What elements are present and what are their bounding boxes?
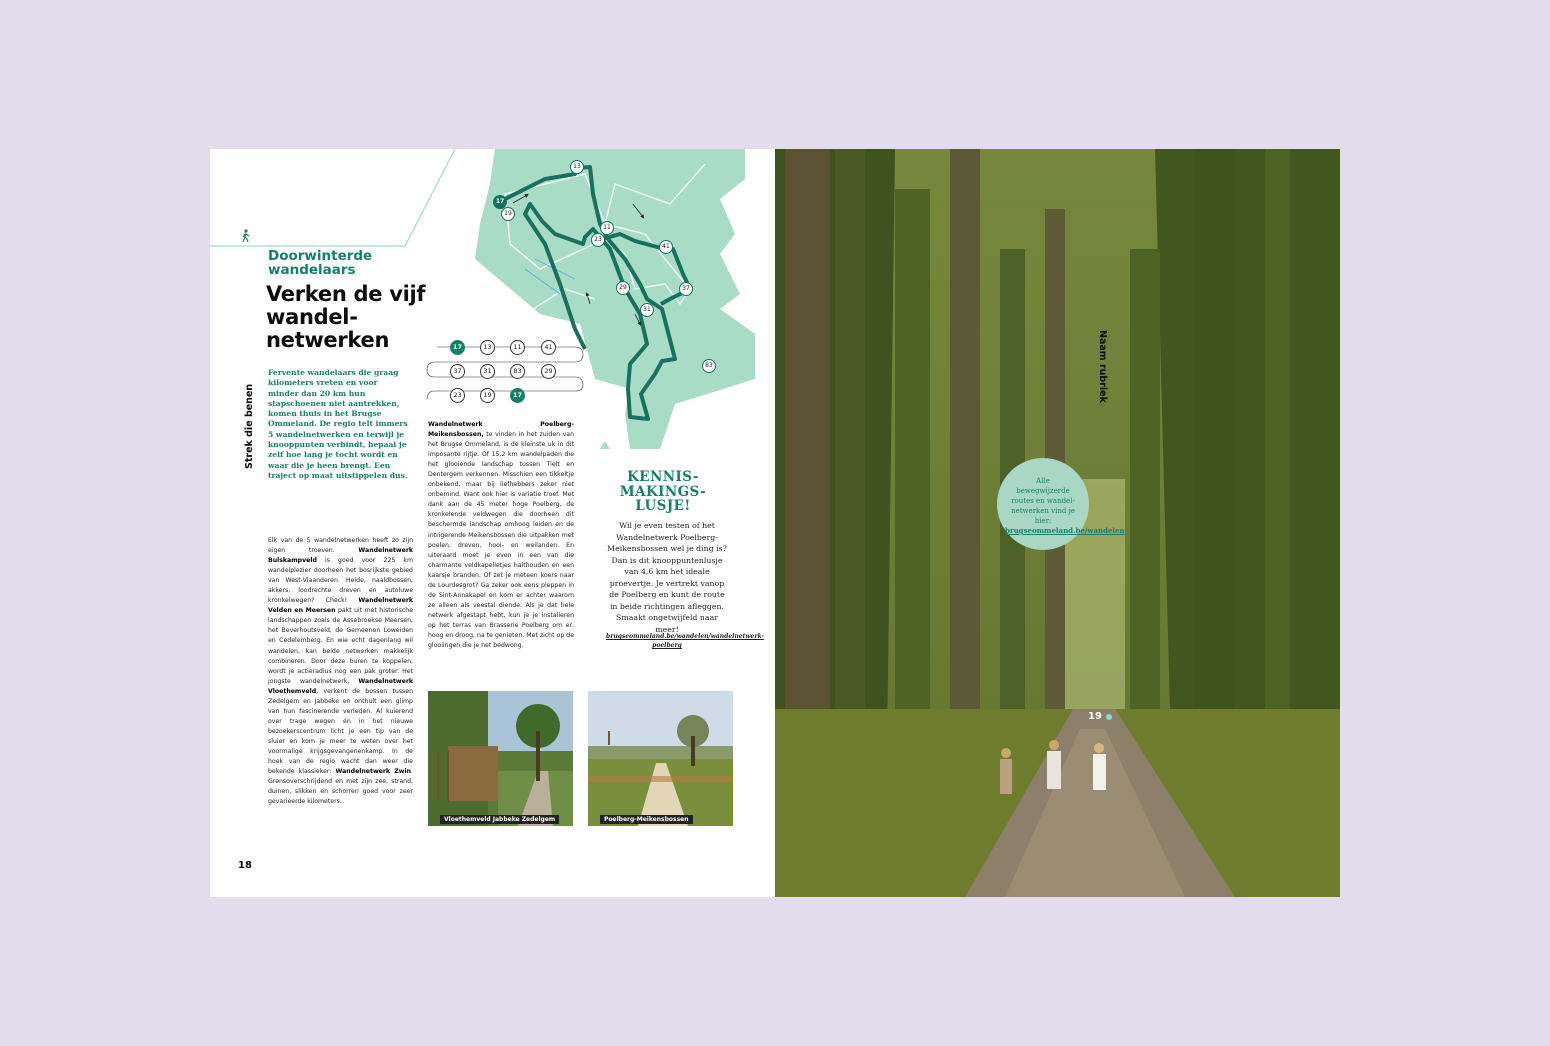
chain-node: 19 (480, 388, 495, 403)
map-node: 83 (702, 359, 716, 373)
photo-caption: Vloethemveld Jabbeke Zedelgem (440, 815, 559, 824)
page-number: 18 (238, 860, 252, 871)
chain-node: 17 (450, 340, 465, 355)
photo-vloethemveld (428, 691, 573, 826)
box-link[interactable]: brugseommeland.be/wandelen/wandelnetwerk-poelberg (606, 633, 764, 649)
chain-node: 13 (480, 340, 495, 355)
kicker: Doorwinterde wandelaars (268, 248, 373, 278)
map-node: 19 (501, 207, 515, 221)
chain-node: 83 (510, 364, 525, 379)
chain-node: 37 (450, 364, 465, 379)
section-label: Strek die benen (244, 383, 255, 469)
box-title: KENNIS-MAKINGS-LUSJE! (619, 469, 707, 514)
photo-caption: Poelberg-Meikensbossen (600, 815, 693, 824)
body-column-1: Elk van de 5 wandelnetwerken heeft zo zijn eigen troeven. Wandelnetwerk Bulskampveld is goed voor 225 km wandelplezier doorheen het bosrijkste gebied van West-Vlaanderen. Heide, naaldbossen, akkers, loodrechte dreven en autoluwe kronkelwegen? Check! Wandelnetwerk Velden en Meersen pakt uit met historische landschappen zoals de Assebroekse Meersen, het Beverhoutsveld, de Gemeenen Loweiden en Cedelemberg. En wie echt dagenlang wil wandelen, kan beide netwerken makkelijk combineren. Door deze buren te koppelen, wordt je actieradius nog een pak groter. Het jongste wandelnetwerk, Wandelnetwerk Vloethemveld, verkent de bossen tussen Zedelgem en Jabbeke en onthult een glimp van hun fascinerende verleden. Al kuierend over trage wegen én in het nieuwe bezoekerscentrum licht je een tip van de sluier en kom je meer te weten over het voormalige krijgsgevangenenkamp. In de hoek van de regio wacht dan weer die bekende klassieker: Wandelnetwerk Zwin. Grensoverschrijdend en met zijn zee, strand, duinen, slikken en schorren goed voor zeer gevarieerde kilometers. (268, 537, 414, 806)
map-node: 37 (679, 282, 693, 296)
magazine-spread (210, 149, 1340, 897)
chain-node: 11 (510, 340, 525, 355)
page-dot-icon (1106, 714, 1112, 720)
map-node: 17 (493, 195, 507, 209)
info-circle-text: Alle bewegwijzerde routes en wandel-netwerken vind je hier: (1011, 477, 1075, 525)
info-circle (997, 458, 1125, 550)
photo-poelberg-image (588, 691, 733, 826)
rubric-label: Naam rubriek (1097, 330, 1108, 403)
chain-node: 23 (450, 388, 465, 403)
map-node: 31 (640, 303, 654, 317)
lead-paragraph: Fervente wandelaars die graag kilometers vreten en voor minder dan 20 km hun stapschoenen niet aantrekken, komen thuis in het Brugse Ommeland. De regio telt immers 5 wandelnetwerken en terwijl je knooppunten verbindt, bepaal je zelf hoe lang je tocht wordt en waar die je heen brengt. Een traject op maat uitstippelen dus. (268, 368, 408, 480)
route-chain-lines (425, 339, 585, 409)
left-page (210, 149, 775, 897)
map-node: 41 (659, 240, 673, 254)
page-number: 19 (1088, 711, 1102, 722)
map-node: 23 (591, 233, 605, 247)
chain-node: 31 (480, 364, 495, 379)
chain-node: 41 (541, 340, 556, 355)
map-node: 29 (616, 281, 630, 295)
chain-node: 17 (510, 388, 525, 403)
photo-poelberg (588, 691, 733, 826)
photo-vloethemveld-image (428, 691, 573, 826)
box-text: Wil je even testen of het Wandelnetwerk Poelberg-Meikensbossen wel je ding is? Dan is dit knooppuntenlusje van 4,6 km het ideale proevertje. Je vertrekt vanop de Poelberg en kunt de route in beide richtingen afleggen. Smaakt ongetwijfeld naar meer! (607, 521, 727, 634)
hiker-icon (241, 229, 251, 243)
page-title: Verken de vijf wandel-netwerken (266, 282, 426, 352)
body-column-2: Wandelnetwerk Poelberg-Meikensbossen, te vinden in het zuiden van het Brugse Ommeland, is de kleinste uk in dit imposante rijtje. Of 15,2 km wandelpaden die het glooiende landschap tussen Tielt en Dentergem verkennen. Misschien een tikkeltje onbekend, maar bij liefhebbers zeker niet onbemind. Want ook hier is variatie troef. Met dank aan de 45 meter hoge Poelberg, de kronkelende veldwegen die doorheen dit beschermde landschap omhoog leiden en de intrigerende Meikensbossen die uitpakken met poelen, dreven, hooi- en weilanden. En uiteraard moet je even in een van die charmante veldkapelletjes halthouden en een kaarsje branden. Of zet je meteen koers naar de Lourdesgrot? Ga zeker ook eens pleppen in de Sint-Annakapel en kom er achter waarom ze alleen als veestal diende. Als je dat hele netwerk afgestapt hebt, kun je je installeren op het terras van Brasserie Poelberg om er, hoog en droog, na te genieten. Met zicht op de glooiingen die je net bedwong. (428, 421, 574, 650)
map-node: 13 (570, 160, 584, 174)
map-node: 11 (600, 221, 614, 235)
chain-node: 29 (541, 364, 556, 379)
info-circle-link[interactable]: brugseommeland.be/wandelen (1005, 526, 1125, 535)
